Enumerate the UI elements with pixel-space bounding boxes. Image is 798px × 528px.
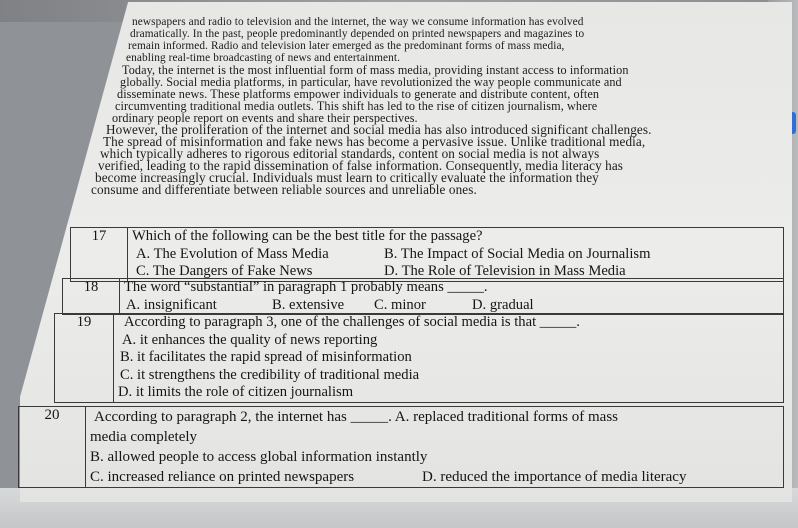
passage-line: However, the proliferation of the internet and social media has also introduced significant challenges. xyxy=(106,122,652,137)
option-d[interactable]: D. The Role of Television in Mass Media xyxy=(384,263,626,279)
option-b[interactable]: B. extensive xyxy=(272,296,345,313)
passage-line: which typically adheres to rigorous editorial standards, content on social media is not always xyxy=(100,146,600,161)
passage-line: Today, the internet is the most influential form of mass media, providing instant access to information xyxy=(122,63,629,77)
option-d[interactable]: D. it limits the role of citizen journalism xyxy=(118,384,354,400)
option-b[interactable]: B. it facilitates the rapid spread of misinformation xyxy=(120,349,412,365)
passage-line: dramatically. In the past, people predominantly depended on printed newspapers and magazines to xyxy=(130,28,585,40)
question-18-row xyxy=(62,278,784,315)
question-stem: According to paragraph 2, the internet has _____. A. replaced traditional forms of mass xyxy=(94,409,619,425)
question-stem: Which of the following can be the best title for the passage? xyxy=(132,228,483,244)
passage-line: become increasingly crucial. Individuals must learn to critically evaluate the information they xyxy=(95,170,599,185)
passage-line: ordinary people report on events and share their perspectives. xyxy=(112,111,418,125)
passage-line: verified, leading to the rapid dissemination of false information. Consequently, media literacy has xyxy=(98,158,624,173)
passage-line: consume and differentiate between reliable sources and unreliable ones. xyxy=(91,182,477,197)
option-a[interactable]: A. it enhances the quality of news reporting xyxy=(122,331,378,348)
reading-passage xyxy=(91,16,724,197)
passage-line: enabling real-time broadcasting of news and entertainment. xyxy=(126,52,401,64)
option-c[interactable]: C. increased reliance on printed newspapers xyxy=(90,469,355,485)
question-number: 18 xyxy=(63,279,120,315)
question-17-content xyxy=(128,228,784,282)
question-17-row xyxy=(70,227,784,282)
question-19-content xyxy=(114,314,784,403)
question-stem: The word “substantial” in paragraph 1 probably means _____. xyxy=(124,279,488,295)
option-d[interactable]: D. reduced the importance of media literacy xyxy=(422,469,687,485)
passage-line: disseminate news. These platforms empower individuals to generate and distribute content, often xyxy=(117,87,600,101)
question-20-content xyxy=(86,407,784,488)
question-number: 20 xyxy=(19,407,86,488)
passage-line: newspapers and radio to television and the internet, the way we consume information has evolved xyxy=(132,16,584,28)
question-19-row xyxy=(54,313,784,403)
question-18-content xyxy=(120,279,784,315)
option-c[interactable]: C. it strengthens the credibility of traditional media xyxy=(120,366,420,383)
question-number: 17 xyxy=(71,228,128,282)
option-a[interactable]: A. insignificant xyxy=(126,296,217,313)
option-b[interactable]: B. allowed people to access global information instantly xyxy=(90,449,428,465)
option-d[interactable]: D. gradual xyxy=(472,296,534,313)
option-b[interactable]: B. The Impact of Social Media on Journalism xyxy=(384,245,651,262)
passage-line: remain informed. Radio and television later emerged as the predominant forms of mass media, xyxy=(128,40,565,52)
option-c[interactable]: C. The Dangers of Fake News xyxy=(136,263,313,279)
question-20-row xyxy=(18,406,784,488)
passage-line: circumventing traditional media outlets. This shift has led to the rise of citizen journalism, where xyxy=(115,99,598,113)
question-stem: According to paragraph 3, one of the challenges of social media is that _____. xyxy=(124,314,580,330)
passage-line: The spread of misinformation and fake news has become a pervasive issue. Unlike traditional media, xyxy=(103,134,646,149)
passage-line: globally. Social media platforms, in particular, have revolutionized the way people communicate and xyxy=(120,75,622,89)
question-number: 19 xyxy=(55,314,114,403)
option-a[interactable]: A. The Evolution of Mass Media xyxy=(136,245,329,262)
option-c[interactable]: C. minor xyxy=(374,296,426,313)
question-stem-continued: media completely xyxy=(90,429,198,445)
